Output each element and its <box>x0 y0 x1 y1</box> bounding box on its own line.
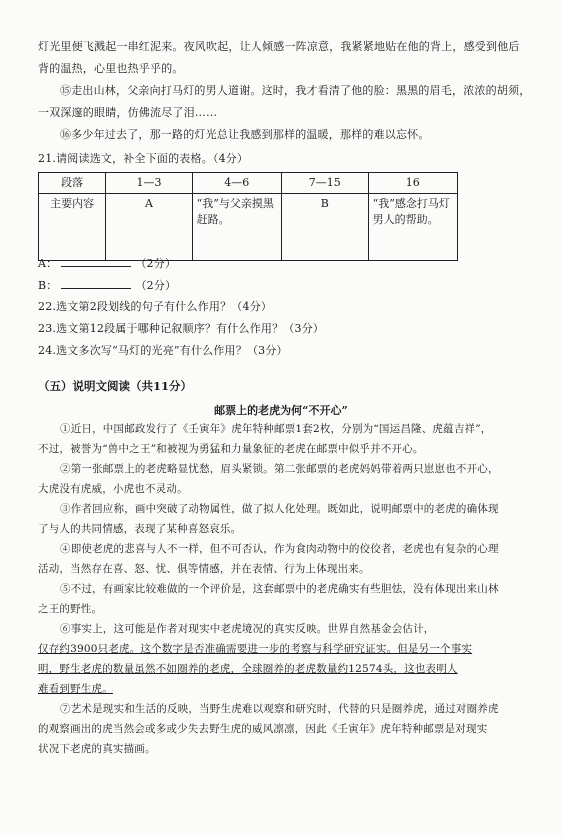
article-line: ⑤不过，有画家比较难做的一个评价是，这套邮票中的老虎确实有些胆怯，没有体现出来山林 <box>60 583 499 595</box>
section-heading: （五）说明文阅读（共11分） <box>38 379 193 393</box>
answer-a-blank[interactable] <box>61 256 131 267</box>
answer-b-score: （2分） <box>135 279 177 292</box>
article-line-underlined: 仅存约3900只老虎。这个数字是否准确需要进一步的考察与科学研究证实。但是另一个事实 <box>38 643 473 655</box>
table-cell: B <box>281 194 368 261</box>
article-line: ②第一张邮票上的老虎略显忧愁，眉头紧锁。第二张邮票的老虎妈妈带着两只崽崽也不开心， <box>60 463 499 475</box>
article-line: 状况下老虎的真实描画。 <box>38 743 156 755</box>
article-line: 大虎没有虎威，小虎也不灵动。 <box>38 483 188 495</box>
answer-a-line <box>38 256 176 271</box>
table-cell: “我”与父亲摸黑赶路。 <box>192 194 281 261</box>
table-header-cell: 7—15 <box>281 173 368 194</box>
table-cell: “我”感念打马灯男人的帮助。 <box>368 194 457 261</box>
question-24: 24.选文多次写“马灯的光亮”有什么作用？（3分） <box>38 344 288 357</box>
table-header-cell: 段落 <box>39 173 106 194</box>
passage-line: ⑯多少年过去了，那一路的灯光总让我感到那样的温暖，那样的难以忘怀。 <box>60 128 430 141</box>
table-header-cell: 1—3 <box>106 173 192 194</box>
answer-b-blank[interactable] <box>61 278 131 289</box>
article-title: 邮票上的老虎为何“不开心” <box>214 404 348 417</box>
article-line-underlined: 难看到野生虎。 <box>38 683 113 695</box>
article-line: 之王的野性。 <box>38 603 103 615</box>
article-line: 不过，被誉为“兽中之王”和被视为勇猛和力量象征的老虎在邮票中似乎并不开心。 <box>38 443 424 455</box>
article-line-underlined: 明，野生老虎的数量虽然不如圈养的老虎，全球圈养的老虎数量约12574头，这也表明人 <box>38 663 458 675</box>
table-cell: 主要内容 <box>39 194 106 261</box>
table-header-cell: 16 <box>368 173 457 194</box>
answer-a-score: （2分） <box>135 257 177 270</box>
passage-line: 灯光里便飞溅起一串红泥来。夜风吹起，让人倾感一阵凉意，我紧紧地贴在他的背上，感受到他后 <box>38 40 520 53</box>
passage-line: ⑮走出山林，父亲向打马灯的男人道谢。这时，我才看清了他的脸：黑黑的眉毛，浓浓的胡须， <box>60 84 531 97</box>
answer-b-line <box>38 278 176 293</box>
question-23: 23.选文第12段属于哪种记叙顺序？有什么作用？（3分） <box>38 322 325 335</box>
question-21-prompt: 21.请阅读选文，补全下面的表格。（4分） <box>38 152 249 165</box>
article-line: 的观察画出的虎当然会或多或少失去野生虎的威风凛凛，因此《壬寅年》虎年特种邮票是对现实 <box>38 723 488 735</box>
article-line: ④即使老虎的悲喜与人不一样，但不可否认，作为食肉动物中的佼佼者，老虎也有复杂的心理 <box>60 543 499 555</box>
article-line: ①近日，中国邮政发行了《壬寅年》虎年特种邮票1套2枚，分别为“国运昌隆、虎蕴吉祥”， <box>60 423 492 435</box>
passage-line: 背的温热，心里也热乎乎的。 <box>38 62 184 75</box>
answer-a-label: A： <box>38 257 58 270</box>
article-line: 了与人的共同情感，表现了某种喜怒哀乐。 <box>38 523 242 535</box>
passage-line: 一双深邃的眼睛，仿佛流尽了泪…… <box>38 106 218 119</box>
table-row <box>39 194 458 261</box>
question-22: 22.选文第2段划线的句子有什么作用？（4分） <box>38 300 273 313</box>
content-table <box>38 172 458 261</box>
table-header-cell: 4—6 <box>192 173 281 194</box>
table-header-row <box>39 173 458 194</box>
answer-b-label: B： <box>38 279 58 292</box>
article-line: ⑥事实上，这可能是作者对现实中老虎境况的真实反映。世界自然基金会估计， <box>60 623 435 635</box>
table-cell: A <box>106 194 192 261</box>
article-line: ③作者回应称，画中突破了动物属性，做了拟人化处理。既如此，说明邮票中的老虎的确体现 <box>60 503 499 515</box>
article-line: 活动，当然存在喜、怒、忧、俱等情感，并在表情、行为上体现出来。 <box>38 563 370 575</box>
article-line: ⑦艺术是现实和生活的反映，当野生虎难以观察和研究时，代替的只是圈养虎，通过对圈养虎 <box>60 703 499 715</box>
